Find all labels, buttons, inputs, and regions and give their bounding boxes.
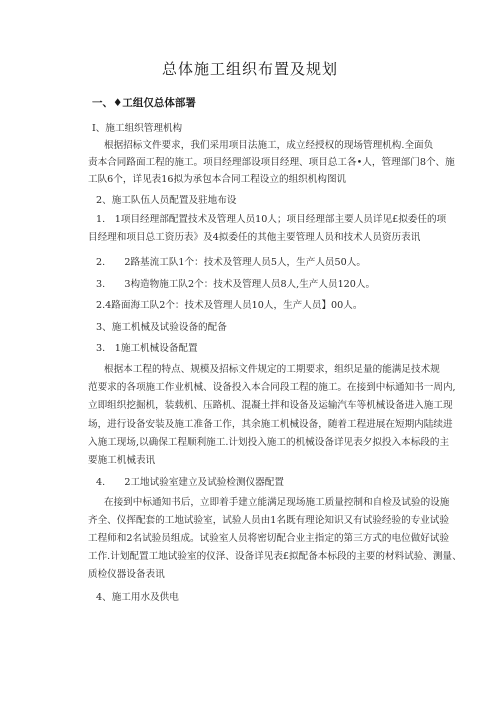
list-item: 3. 3构造物施工队2个：技术及管理人员8人,生产人员120人。 [96, 279, 376, 290]
paragraph-line: 根据本工程的特点、规模及招标文件规定的工期要求，组织足量的能满足技术规 [104, 364, 440, 375]
paragraph-line: 在接到中标通知书后，立即着手建立能满足现场施工质量控制和自检及试验的设施 [104, 497, 450, 508]
paragraph-line: 工队6个，详见表16拟为承包本合同工程设立的组织机构图讥 [88, 174, 347, 185]
subsection-heading: 4. 2工地试验室建立及试验检测仪器配置 [96, 477, 284, 488]
subsection-heading: 2、施工队伍人员配置及驻地布设 [96, 195, 237, 206]
paragraph-line: 要施工机械表讯 [88, 455, 156, 466]
paragraph-line: 工程师和2名试验员组成。试验室人员将密切配合业主指定的第三方式的电位做好试验 [88, 533, 450, 544]
paragraph-line: 场，进行设备安装及施工准备工作，其余施工机械设备，随着工程进展在短期内陆续进 [88, 419, 453, 430]
list-item: 1. 1项目经理部配置技术及管理人员10人；项目经理部主要人员详见£拟委任的项 [96, 214, 447, 225]
paragraph-line: 工作.计划配置工地试验室的仪泽、设备详见表£拟配备本标段的主要的材料试验、测量、 [88, 551, 462, 562]
list-item: 2.4路面海工队2个：技术及管理人员10人，生产人员】00人。 [96, 300, 363, 311]
paragraph-line: 质检仪器设备表讯 [88, 569, 165, 580]
subsection-heading: 4、施工用水及供电 [96, 592, 179, 603]
paragraph-line: 立即组织挖掘机，装载机、压路机、混凝土拌和设备及运输汽车等机械设备进入施工现 [88, 400, 453, 411]
subsection-heading: I、施工组织管理机构 [92, 123, 183, 134]
section-heading-1: 一、♦工组仅总体部署 [92, 97, 196, 109]
list-item: 2. 2路基流工队1个：技术及管理人员5人，生产人员50人。 [96, 257, 366, 268]
subsection-heading: 3、施工机械及试验设备的配备 [96, 322, 227, 333]
paragraph-line: 齐全、仪挥配套的工地试验室，试验人员由1名既有理论知识又有试验经验的专业试验 [88, 515, 450, 526]
paragraph-line: 根据招标文件要求，我们采用项目法施工，成立经授权的现场管理机构.全面负 [104, 140, 434, 151]
paragraph-line: 范要求的各项施工作业机械、设备投入本合同段工程的施工。在接到中标通知书一周内, [88, 382, 456, 393]
paragraph-line: 目经理和项目总工资历表》及4拟委任的其他主要管理人员和技术人员资历表讯 [88, 232, 421, 243]
paragraph-line: 责本合同路面工程的施工。项目经理部设项目经理、项目总工各•人，管理部门8个、施 [88, 157, 455, 168]
document-title: 总体施工组织布置及规划 [161, 60, 338, 78]
paragraph-line: 入施工现场,以确保工程顺利施工.计划投入施工的机械设备详见表夕拟投入本标段的主 [88, 437, 450, 448]
subsection-heading: 3. 1施工机械设备配置 [96, 343, 198, 354]
